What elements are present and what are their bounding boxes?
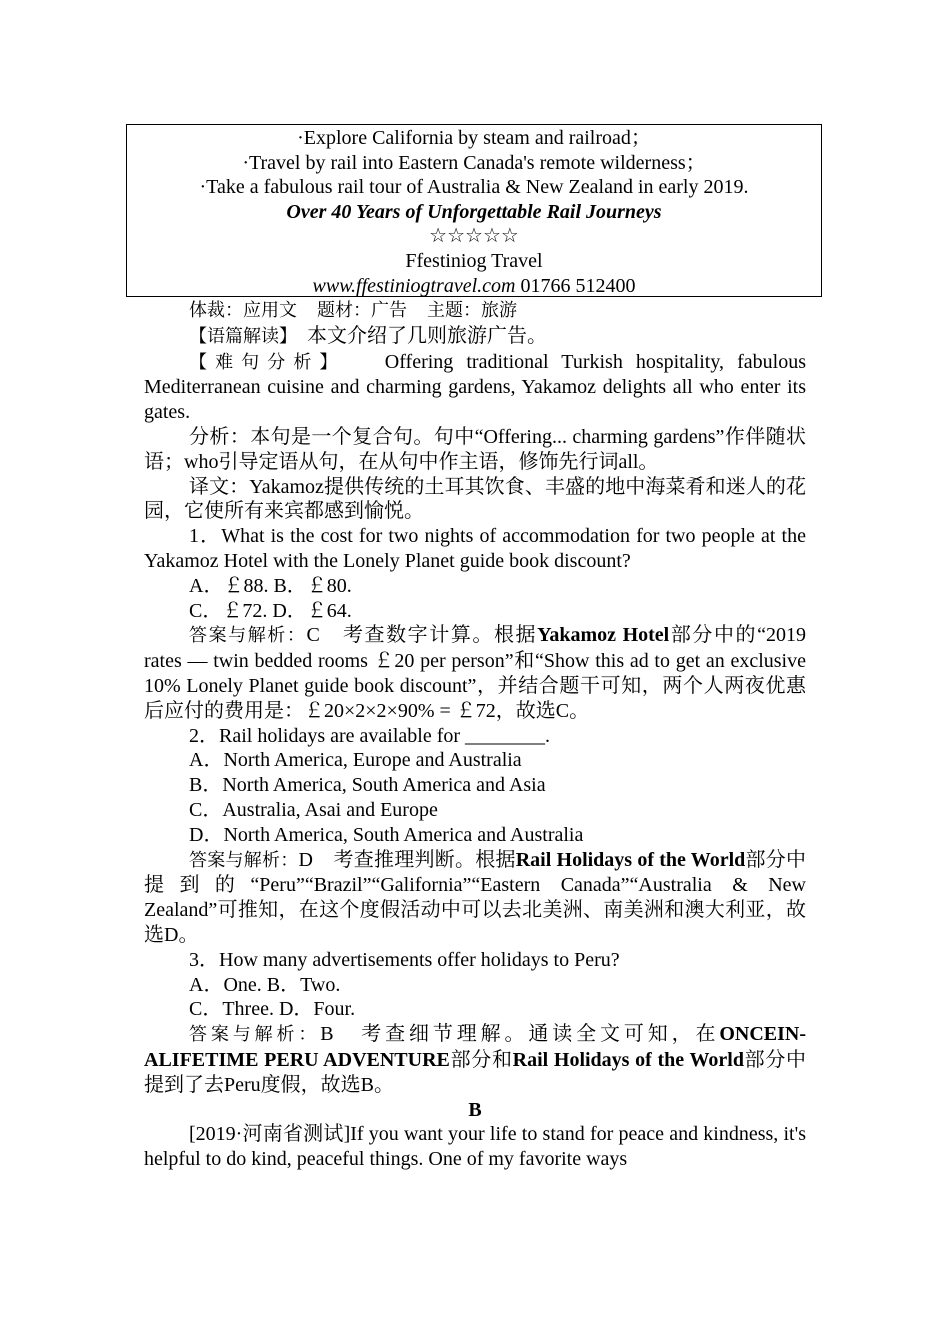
question-1-options-cd: C．￡72. D．￡64. (189, 599, 352, 622)
question-2-answer (144, 848, 806, 948)
question-1-answer (144, 623, 806, 723)
ad-slogan: Over 40 Years of Unforgettable Rail Journeys (286, 200, 662, 223)
answer-text: 部分中的“2019 rates — twin bedded rooms ￡20 per person”和“Show this ad to get an exclusive 10% Lonely Planet guide book discount”，并结合题干可知，两个人两夜优惠后应付的费用是：￡20×2×2×90% = ￡72，故选C。 (144, 624, 807, 722)
reading-label: 【语篇解读】 (189, 325, 297, 347)
answer-keyword: Rail Holidays of the World (515, 848, 746, 871)
question-3-options-ab: A．One. B．Two. (189, 973, 341, 996)
question-1-stem: 1．What is the cost for two nights of accommodation for two people at the Yakamoz Hotel with the Lonely Planet guide book discount? (144, 525, 806, 572)
answer-text: 部分中提到的“Peru”“Brazil”“Galifornia”“Eastern Canada”“Australia & New Zealand”可推知，在这个度假活动中可以去北美洲、南美洲和澳大利亚，故选D。 (144, 848, 806, 946)
question-2-stem: 2．Rail holidays are available for ________. (189, 724, 551, 747)
difficult-label: 【难句分析】 (189, 351, 346, 373)
ad-company: Ffestiniog Travel (405, 249, 543, 272)
advertisement-box (126, 124, 822, 297)
question-2-option-c: C．Australia, Asai and Europe (189, 798, 438, 821)
ad-line-canada: ·Travel by rail into Eastern Canada's remote wilderness； (242, 151, 706, 174)
ad-line-australia: ·Take a fabulous rail tour of Australia & New Zealand in early 2019. (199, 176, 749, 199)
theme-label: 主题： (427, 300, 481, 321)
answer-label: 答案与解析： (189, 849, 299, 871)
question-2-option-a: A．North America, Europe and Australia (189, 749, 522, 772)
difficult-sentence-text: Offering traditional Turkish hospitality, fabulous Mediterranean cuisine and charming gardens, Yakamoz delights all who enter its gates. (144, 350, 807, 424)
material-value: 广告 (371, 300, 407, 321)
ad-contact (127, 274, 821, 299)
theme-value: 旅游 (481, 300, 517, 321)
answer-keyword: Rail Holidays of the World (512, 1048, 744, 1071)
question-3-options-cd: C．Three. D．Four. (189, 998, 356, 1021)
question-3-answer (144, 1022, 806, 1097)
difficult-sentence (144, 350, 806, 425)
difficult-analysis: 分析：本句是一个复合句。句中“Offering... charming gardens”作伴随状语；who引导定语从句，在从句中作主语，修饰先行词all。 (144, 425, 806, 473)
reading-text: 本文介绍了几则旅游广告。 (307, 324, 547, 347)
section-b-text: [2019·河南省测试]If you want your life to stand for peace and kindness, it's helpful to do kind, peaceful things. One of my favorite ways (144, 1123, 806, 1171)
difficult-translation: 译文：Yakamoz提供传统的土耳其饮食、丰盛的地中海菜肴和迷人的花园，它使所有来宾都感到愉悦。 (144, 475, 806, 523)
genre-label: 体裁： (189, 300, 243, 321)
section-b-heading: B (468, 1098, 482, 1121)
answer-label: 答案与解析： (189, 625, 307, 647)
genre-value: 应用文 (243, 300, 297, 321)
material-label: 题材： (317, 300, 371, 321)
answer-keyword: Yakamoz Hotel (537, 624, 670, 647)
reading-summary (144, 324, 806, 350)
question-2-option-d: D．North America, South America and Australia (189, 823, 584, 846)
answer-text: 部分中提到了去Peru度假，故选B。 (144, 1048, 807, 1096)
answer-text: B 考查细节理解。通读全文可知，在 (320, 1023, 720, 1046)
question-1-options-ab: A．￡88. B．￡80. (189, 574, 352, 597)
question-2-option-b: B．North America, South America and Asia (189, 774, 546, 797)
ad-phone: 01766 512400 (520, 274, 636, 297)
answer-text: 部分和 (449, 1048, 513, 1071)
question-3-stem: 3．How many advertisements offer holidays to Peru? (189, 948, 620, 971)
answer-label: 答案与解析： (189, 1024, 321, 1046)
ad-line-california: ·Explore California by steam and railroad； (297, 127, 651, 149)
answer-text: D 考查推理判断。根据 (298, 848, 516, 871)
meta-line (144, 298, 806, 324)
ad-website: www.ffestiniogtravel.com (312, 274, 516, 297)
answer-keyword: ONCEIN-ALIFETIME PERU ADVENTURE (144, 1023, 807, 1071)
ad-stars: ☆☆☆☆☆ (429, 225, 519, 248)
answer-text: C 考查数字计算。根据 (306, 624, 538, 647)
document-body (144, 298, 806, 1172)
